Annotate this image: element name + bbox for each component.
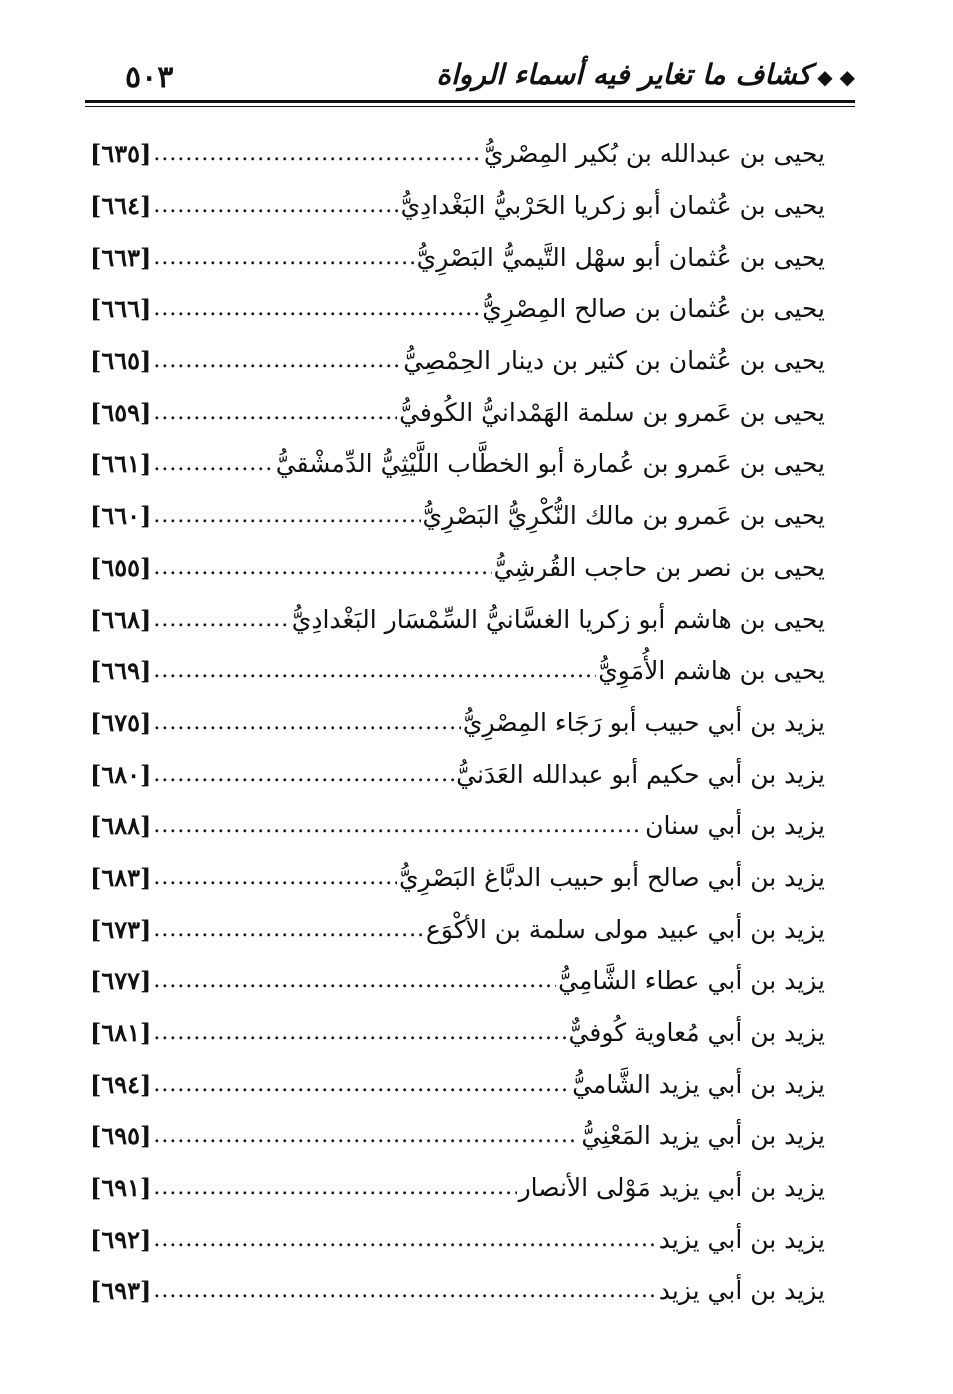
entry-reference-number: [٦٨٨] — [90, 811, 152, 841]
entry-reference-number: [٦٧٣] — [90, 914, 152, 944]
index-list — [90, 128, 825, 1317]
entry-reference-number: [٦٥٥] — [90, 552, 152, 582]
index-entry — [90, 542, 825, 594]
index-entry — [90, 438, 825, 490]
dot-leader — [153, 1175, 516, 1200]
entry-name: يزيد بن أبي يزيد المَعْنِيُّ — [581, 1121, 825, 1151]
entry-reference-number: [٦٣٥] — [90, 139, 152, 169]
entry-reference-number: [٦٨٠] — [90, 759, 152, 789]
entry-name: يحيى بن عُثمان بن صالح المِصْرِيُّ — [482, 294, 825, 324]
entry-reference-number: [٦٧٧] — [90, 966, 152, 996]
page-header — [85, 52, 855, 100]
index-entry — [90, 1007, 825, 1059]
dot-leader — [153, 1278, 656, 1303]
header-rule-thin — [85, 106, 855, 107]
index-entry — [90, 955, 825, 1007]
index-entry — [90, 852, 825, 904]
entry-reference-number: [٦٦٥] — [90, 346, 152, 376]
dot-leader — [153, 193, 398, 218]
dot-leader — [153, 917, 424, 942]
dot-leader — [153, 296, 480, 321]
index-entry — [90, 231, 825, 283]
dot-leader — [153, 710, 461, 735]
entry-name: يحيى بن عُثمان بن كثير بن دينار الحِمْصِيُّ — [403, 346, 825, 376]
index-entry — [90, 128, 825, 180]
index-entry — [90, 1213, 825, 1265]
dot-leader — [153, 968, 556, 993]
entry-reference-number: [٦٦٠] — [90, 501, 152, 531]
entry-name: يزيد بن أبي يزيد — [658, 1224, 825, 1254]
entry-reference-number: [٦٩١] — [90, 1173, 152, 1203]
index-entry — [90, 748, 825, 800]
dot-leader — [153, 555, 491, 580]
entry-name: يزيد بن أبي يزيد الشَّاميُّ — [572, 1069, 825, 1099]
entry-name: يحيى بن عَمرو بن عُمارة أبو الخطَّاب اللَّيْثِيُّ الدِّمشْقيُّ — [275, 449, 825, 479]
running-title-text: كشاف ما تغاير فيه أسماء الرواة — [436, 58, 812, 91]
entry-name: يحيى بن عُثمان أبو زكريا الحَرْبيُّ البَغْدادِيُّ — [400, 191, 825, 221]
entry-name: يزيد بن أبي عطاء الشَّامِيُّ — [558, 966, 825, 996]
dot-leader — [153, 503, 420, 528]
index-entry — [90, 180, 825, 232]
dot-leader — [153, 400, 397, 425]
index-entry — [90, 645, 825, 697]
entry-reference-number: [٦٩٤] — [90, 1069, 152, 1099]
entry-name: يحيى بن هاشم الأُمَوِيُّ — [598, 656, 825, 686]
dot-leader — [153, 762, 454, 787]
entry-reference-number: [٦٧٥] — [90, 707, 152, 737]
entry-name: يحيى بن نصر بن حاجب القُرشِيُّ — [493, 552, 825, 582]
entry-name: يحيى بن عُثمان أبو سهْل التَّيميُّ البَصْرِيُّ — [416, 242, 825, 272]
entry-name: يزيد بن أبي حكيم أبو عبدالله العَدَنيُّ — [456, 759, 825, 789]
entry-reference-number: [٦٨١] — [90, 1018, 152, 1048]
index-entry — [90, 1162, 825, 1214]
index-entry — [90, 1058, 825, 1110]
dot-leader — [153, 813, 643, 838]
page-number: ٥٠٣ — [125, 60, 174, 95]
dot-leader — [153, 1227, 656, 1252]
dot-leader — [153, 245, 414, 270]
index-entry — [90, 490, 825, 542]
dot-leader — [153, 865, 397, 890]
entry-reference-number: [٦٩٢] — [90, 1224, 152, 1254]
entry-reference-number: [٦٦٣] — [90, 242, 152, 272]
dot-leader — [153, 451, 273, 476]
entry-name: يزيد بن أبي يزيد مَوْلى الأنصار — [518, 1173, 825, 1203]
running-title — [436, 58, 855, 91]
index-entry — [90, 1110, 825, 1162]
entry-name: يزيد بن أبي يزيد — [658, 1276, 825, 1306]
index-entry — [90, 386, 825, 438]
dot-leader — [153, 1020, 566, 1045]
index-entry — [90, 283, 825, 335]
entry-reference-number: [٦٨٣] — [90, 862, 152, 892]
diamond-ornament-icon: ◆ ◆ — [817, 65, 855, 89]
entry-name: يحيى بن هاشم أبو زكريا الغسَّانيُّ السِّمْسَار البَغْدادِيُّ — [291, 604, 825, 634]
entry-reference-number: [٦٥٩] — [90, 397, 152, 427]
index-entry — [90, 697, 825, 749]
dot-leader — [153, 141, 481, 166]
index-entry — [90, 593, 825, 645]
header-rule-thick — [85, 100, 855, 103]
entry-reference-number: [٦٦٦] — [90, 294, 152, 324]
entry-name: يزيد بن أبي صالح أبو حبيب الدبَّاغ البَصْرِيُّ — [398, 862, 825, 892]
entry-name: يزيد بن أبي حبيب أبو رَجَاء المِصْرِيُّ — [462, 707, 825, 737]
entry-reference-number: [٦٩٣] — [90, 1276, 152, 1306]
entry-name: يزيد بن أبي مُعاوية كُوفيٌّ — [568, 1018, 825, 1048]
entry-reference-number: [٦٩٥] — [90, 1121, 152, 1151]
entry-name: يحيى بن عَمرو بن سلمة الهَمْدانيُّ الكُوفيُّ — [399, 397, 825, 427]
index-entry — [90, 1265, 825, 1317]
entry-name: يزيد بن أبي عبيد مولى سلمة بن الأكْوَع — [425, 914, 825, 944]
entry-name: يحيى بن عبدالله بن بُكير المِصْريُّ — [483, 139, 825, 169]
index-entry — [90, 800, 825, 852]
entry-reference-number: [٦٦٤] — [90, 191, 152, 221]
entry-reference-number: [٦٦٨] — [90, 604, 152, 634]
dot-leader — [153, 1072, 570, 1097]
entry-reference-number: [٦٦١] — [90, 449, 152, 479]
index-entry — [90, 335, 825, 387]
dot-leader — [153, 348, 401, 373]
index-entry — [90, 903, 825, 955]
entry-name: يحيى بن عَمرو بن مالك النُّكْرِيُّ البَصْرِيُّ — [422, 501, 825, 531]
dot-leader — [153, 1123, 579, 1148]
dot-leader — [153, 607, 289, 632]
dot-leader — [153, 658, 596, 683]
entry-reference-number: [٦٦٩] — [90, 656, 152, 686]
entry-name: يزيد بن أبي سنان — [645, 811, 825, 841]
